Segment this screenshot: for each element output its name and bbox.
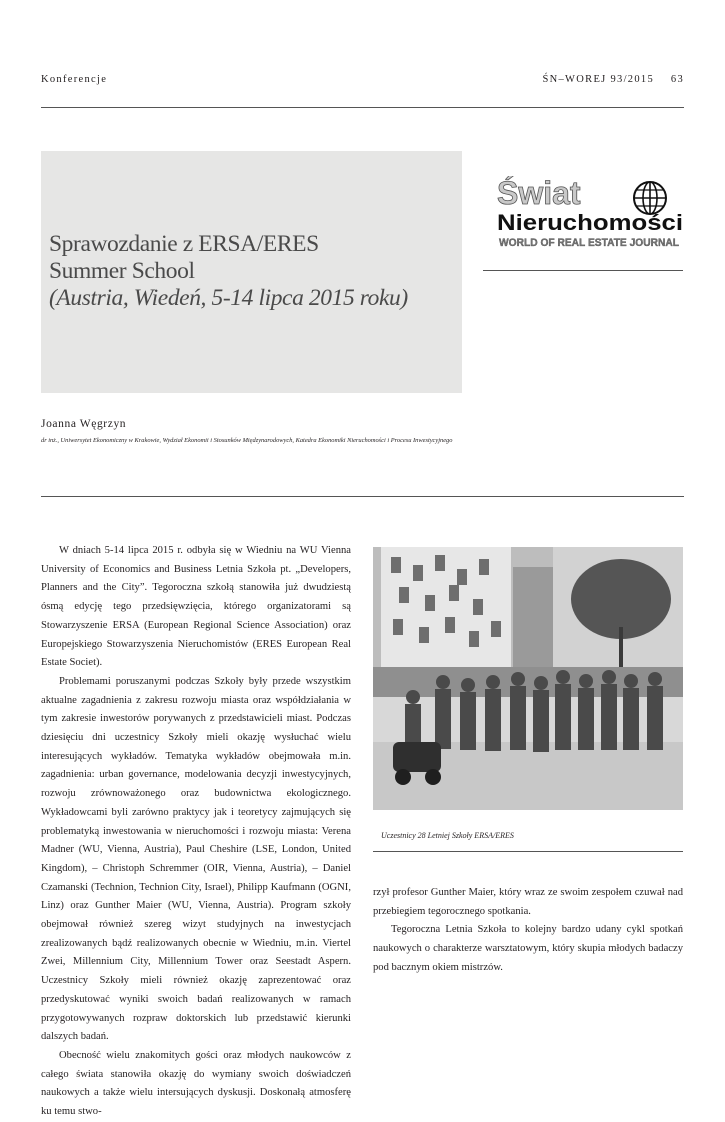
logo-tagline: WORLD OF REAL ESTATE JOURNAL [499,237,680,249]
body-column-left [41,542,351,1122]
group-photo [373,547,683,810]
paragraph: Problemami poruszanymi podczas Szkoły były przede wszystkim aktualne zagadnienia z zakresu rozwoju miasta oraz współdziałania w tym zakresie inwestorów porywanych z przedstawicieli miast. Podczas dziesięciu dni uczestnicy Szkoły mieli okazję wysłuchać wielu interesujących wykładów. Tematyka wykładów obejmowała m.in. zagadnienia: urban governance, modelowania decyzji inwestycyjnych, rozwoju zrównoważonego oraz budownictwa ekologicznego. Wykładowcami byli zarówno praktycy jak i teoretycy zajmujących się problematyką inwestowania w nieruchomości i rozwoju miasta: Verena Madner (WU, Vienna, Austria), Paul Cheshire (LSE, London, United Kingdom), – Christoph Schremmer (OIR, Vienna, Austria), – Daniel Czamanski (Technion, Technion City, Israel), Philipp Kaufmann (OGNI, Linz) oraz Gunther Maier (WU, Vienna, Austria). Program szkoły obejmował również szereg wizyt studyjnych na inwestycjach zrealizowanych bądź realizowanych obecnie w Wiedniu, m.in. Viertel Zwei, Millennium City, Millennium Tower oraz Seestadt Aspern. Uczestnicy Szkoły mieli również okazję zaprezentować oraz przedyskutować wyniki swoich badań realizowanych w ramach przygotowywanych rozpraw doktorskich lub przedstawić kierunki dalszych badań. [41,675,351,1043]
paragraph: W dniach 5-14 lipca 2015 r. odbyła się w Wiedniu na WU Vienna University of Economics and Business Letnia Szkoła pt. „Developers, Planners and the City”. Tegoroczna szkołą stanowiła już dwudziestą ósmą edycję tego przedsięwzięcia, którego organizatorami są Stowarzyszenie ERSA (European Regional Science Association) oraz Europejskiego Stowarzyszenia Nieruchomistów (ERES European Real Estate Societ). [41,545,351,669]
caption-rule [373,851,683,852]
paragraph: Obecność wielu znakomitych gości oraz młodych naukowców z całego świata stanowiła okazję do wymiany swoich doświadczeń naukowych a także wielu intersujących dyskusji. Doskonałą atmosferę ku temu stwo- [41,1049,351,1118]
author-name: Joanna Węgrzyn [41,418,127,430]
logo-word-2: Nieruchomości [497,210,683,235]
title-box [41,151,462,393]
header-rule [41,107,684,108]
page-number: 63 [670,74,684,85]
photo-caption: Uczestnicy 28 Letniej Szkoły ERSA/ERES [381,831,514,840]
paragraph: Tegoroczna Letnia Szkoła to kolejny bardzo udany cykl spotkań naukowych o charakterze warsztatowym, który skupia młodych badaczy pod bacznym okiem mistrzów. [373,924,683,973]
title-line-2: Summer School [49,258,195,284]
journal-logo [495,176,687,251]
section-name: Konferencje [41,74,108,85]
body-column-right [373,884,683,978]
section-rule [41,496,684,497]
logo-rule [483,270,683,271]
logo-word-1: Świat [497,176,581,211]
journal-issue: ŚN–WOREJ 93/2015 [542,74,654,85]
title-line-3: (Austria, Wiedeń, 5-14 lipca 2015 roku) [49,285,408,311]
title-line-1: Sprawozdanie z ERSA/ERES [49,231,319,257]
article-title [49,231,408,312]
paragraph: rzył profesor Gunther Maier, który wraz ze swoim zespołem czuwał nad przebiegiem tegorocznego spotkania. [373,887,683,917]
running-head [41,74,684,90]
author-affiliation: dr inż., Uniwersytet Ekonomiczny w Krakowie, Wydział Ekonomii i Stosunków Międzynarodowych, Katedra Ekonomiki Nieruchomości i Procesu Inwestycyjnego [41,437,453,444]
